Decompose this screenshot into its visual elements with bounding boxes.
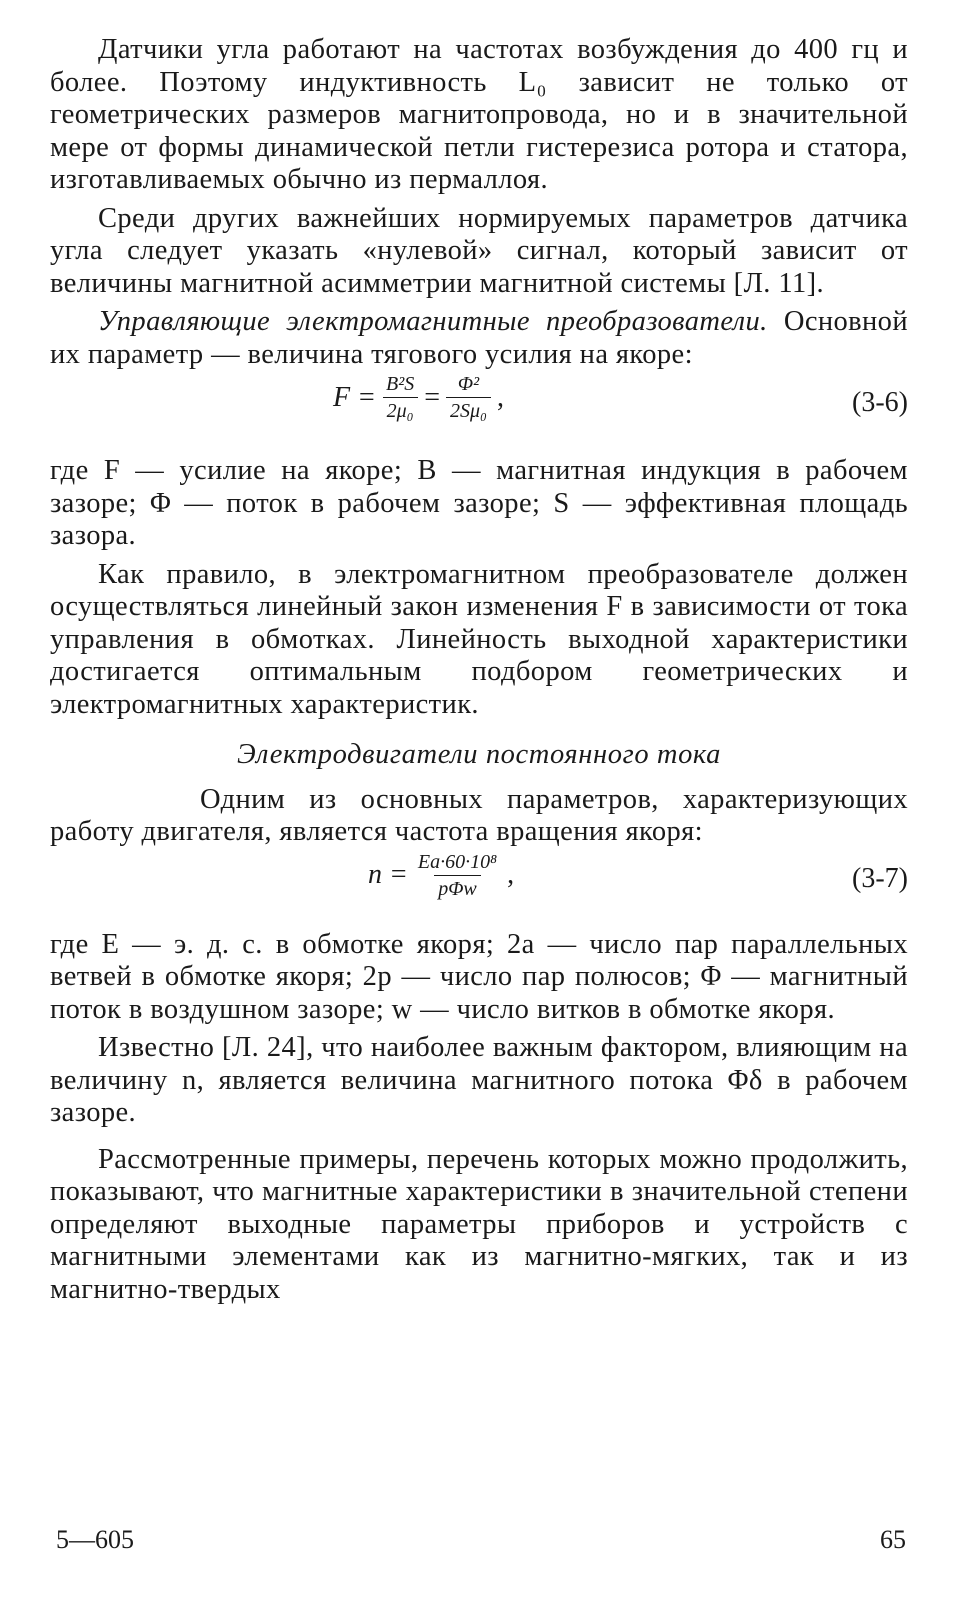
section-heading: Электродвигатели постоянного тока [236,739,722,770]
paragraph-4: где F — усилие на якоре; B — магнитная индукция в рабочем зазоре; Φ — поток в рабочем зазоре; S — эффективная площадь зазора. [50,455,908,551]
formula-2-number: (3-7) [852,862,908,894]
page-body [50,34,908,1306]
formula-1-lhs: F = [333,381,376,413]
paragraph-6: Одним из основных параметров, характеризующих работу двигателя, является частота вращения якоря: [50,783,908,847]
formula-2-fraction [414,849,501,902]
formula-1-den-2: 2Sμ₀ [446,397,491,424]
formula-2-lhs: n = [368,859,408,890]
page-number: 65 [880,1525,906,1554]
formula-2-num: Ea·60·10⁸ [417,850,498,873]
formula-1-fraction-1 [382,371,418,424]
formula-2-den: pΦw [434,875,481,902]
paragraph-1: Датчики угла работают на частотах возбуждения до 400 гц и более. Поэтому индуктивность L₀ зависит не только от геометрических размеров магнитопровода, но и в значительной мере от формы динамической петли гистерезиса ротора и статора, изготавливаемых обычно из пермаллоя. [50,34,908,195]
formula-1-fraction-2 [446,371,491,424]
formula-1-comma: , [497,381,505,413]
formula-3-6 [50,371,908,455]
formula-1-num-2: Φ² [457,373,480,395]
formula-2-comma: , [507,859,515,890]
formula-3-7 [50,849,908,929]
paragraph-5: Как правило, в электромагнитном преобразователе должен осуществляться линейный закон изменения F в зависимости от тока управления в обмотках. Линейность выходной характеристики достигается оптимальным подбором геометрических и электромагнитных характеристик. [50,558,908,720]
paragraph-9: Рассмотренные примеры, перечень которых можно продолжить, показывают, что магнитные характеристики в значительной степени определяют выходные параметры приборов и устройств с магнитными элементами как из магнитно-мягких, так и из магнитно-твердых [50,1143,908,1305]
paragraph-7: где E — э. д. с. в обмотке якоря; 2a — число пар параллельных ветвей в обмотке якоря; 2p — число пар полюсов; Φ — магнитный поток в воздушном зазоре; w — число витков в обмотке якоря. [50,928,908,1025]
signature-mark: 5—605 [56,1525,134,1554]
paragraph-3-italic: Управляющие электромагнитные преобразователи. [98,306,768,337]
paragraph-2: Среди других важнейших нормируемых параметров датчика угла следует указать «нулевой» сигнал, который зависит от величины магнитной асимметрии магнитной системы [Л. 11]. [50,202,908,299]
paragraph-8: Известно [Л. 24], что наиболее важным фактором, влияющим на величину n, является величина магнитного потока Φδ в рабочем зазоре. [50,1032,908,1128]
paragraph-3 [50,306,908,371]
formula-1-num-1: B²S [386,373,415,395]
formula-1-equals: = [424,381,441,413]
formula-1-number: (3-6) [852,387,908,418]
formula-1-den-1: 2μ₀ [383,397,418,424]
paragraph-3-text: Основной их параметр — величина тягового усилия на якоре: [50,306,908,370]
